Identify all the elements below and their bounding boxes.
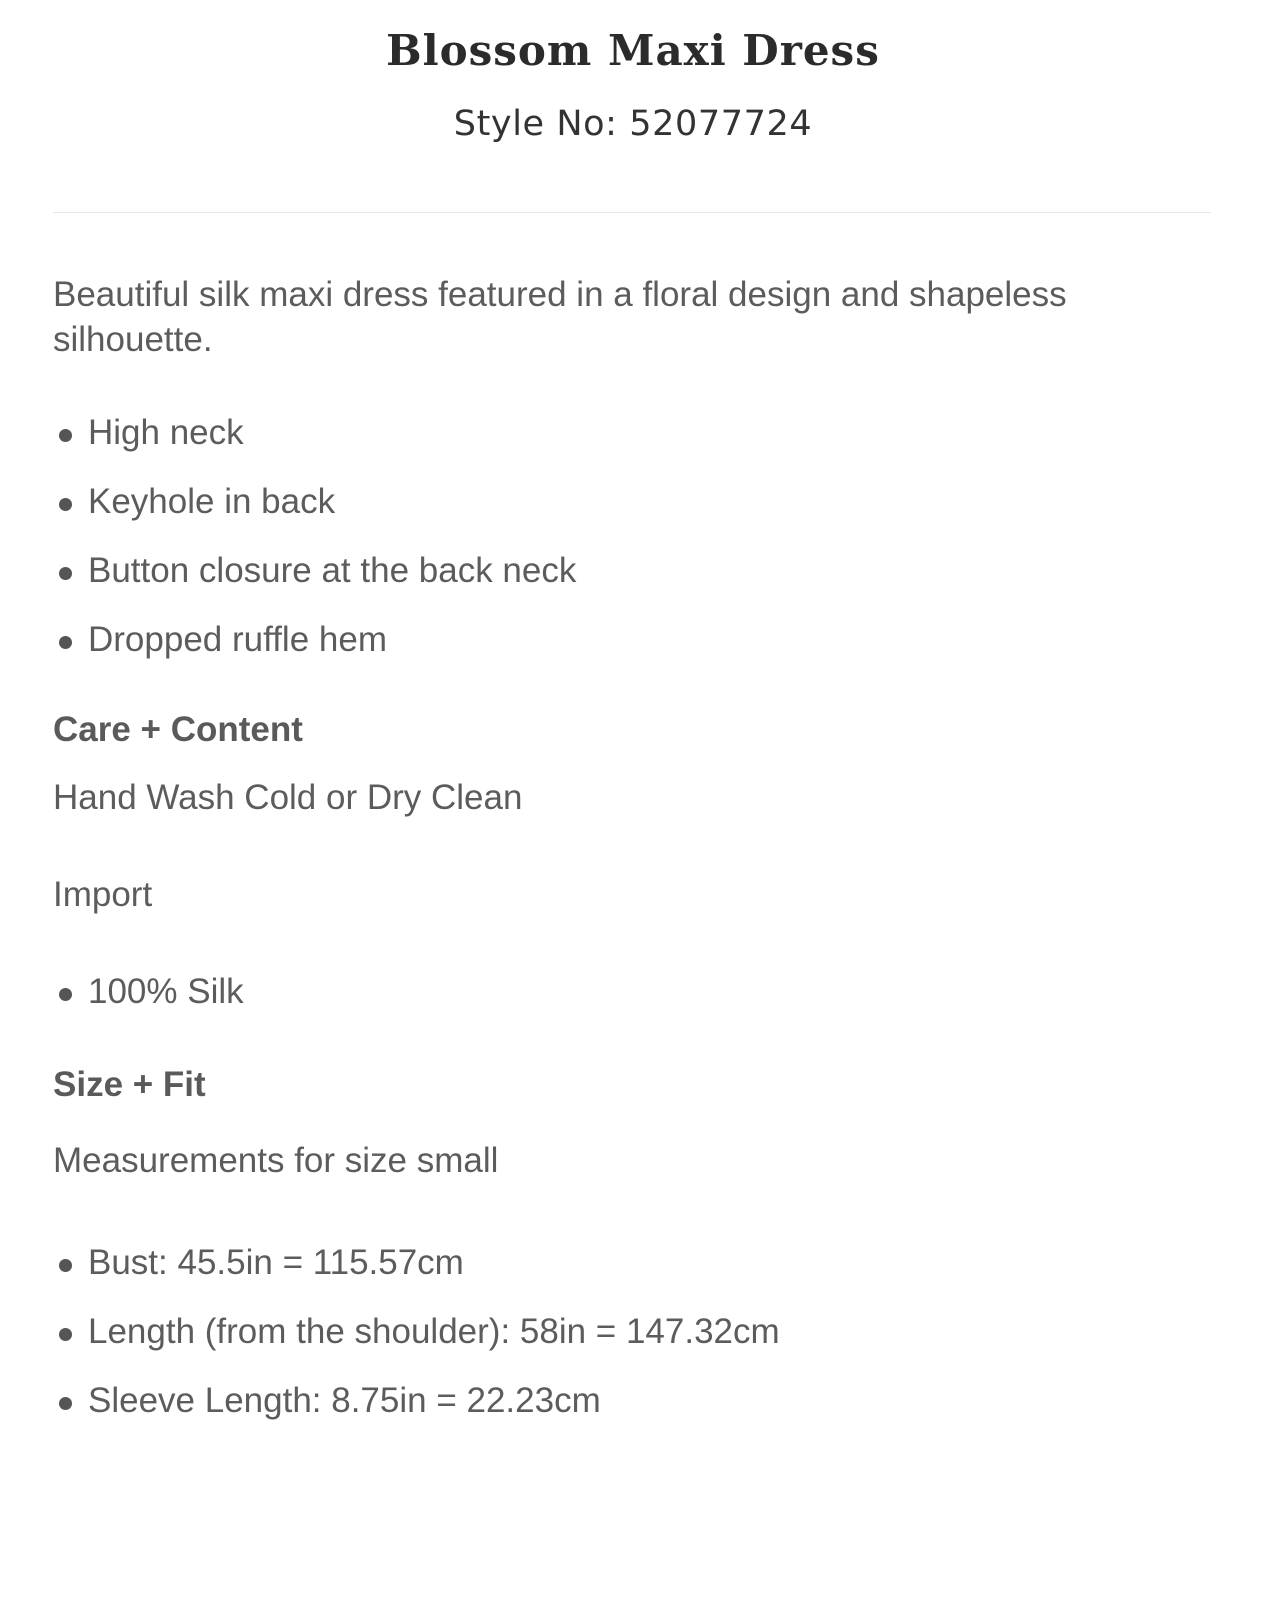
feature-item: High neck	[53, 408, 1213, 458]
care-instructions: Hand Wash Cold or Dry Clean	[53, 778, 523, 817]
measurement-item: Sleeve Length: 8.75in = 22.23cm	[53, 1376, 1213, 1426]
measurements-intro: Measurements for size small	[53, 1141, 499, 1180]
size-fit-heading: Size + Fit	[53, 1065, 206, 1104]
feature-list	[53, 408, 1213, 665]
style-number: Style No: 52077724	[453, 104, 813, 144]
feature-item: Dropped ruffle hem	[53, 615, 1213, 665]
measurement-item: Length (from the shoulder): 58in = 147.32cm	[53, 1307, 1213, 1357]
product-details	[53, 272, 1213, 1445]
measurement-list	[53, 1238, 1213, 1426]
material-list	[53, 967, 1213, 1017]
product-description: Beautiful silk maxi dress featured in a floral design and shapeless silhouette.	[53, 275, 1067, 359]
product-title: Blossom Maxi Dress	[386, 26, 880, 75]
material-item: 100% Silk	[53, 967, 1213, 1017]
care-content-heading: Care + Content	[53, 710, 303, 749]
feature-item: Button closure at the back neck	[53, 546, 1213, 596]
feature-item: Keyhole in back	[53, 477, 1213, 527]
divider	[53, 212, 1211, 213]
measurement-item: Bust: 45.5in = 115.57cm	[53, 1238, 1213, 1288]
origin-text: Import	[53, 875, 153, 914]
